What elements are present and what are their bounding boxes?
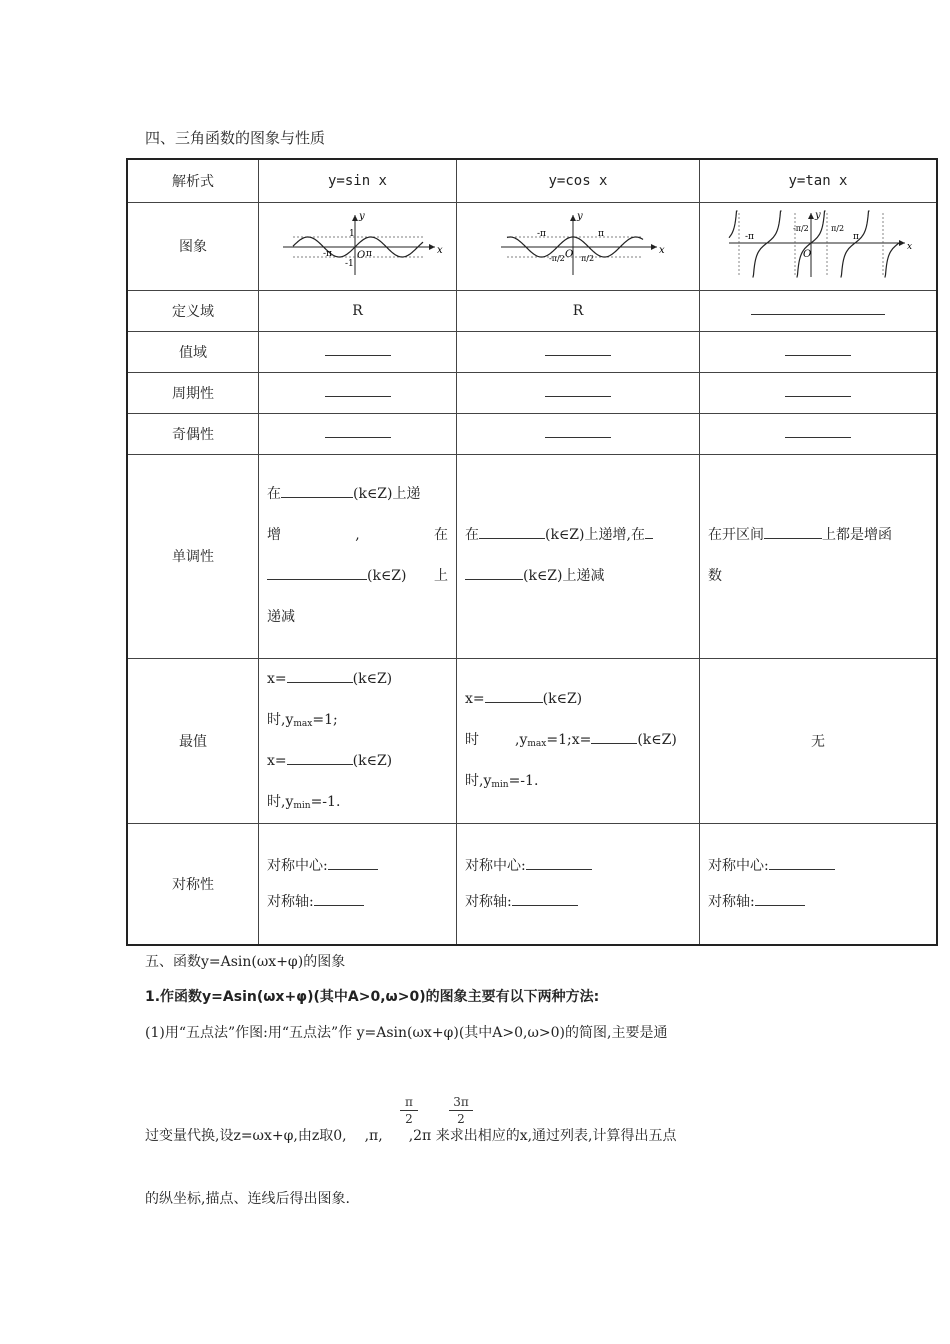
sin-y-label: y xyxy=(358,211,365,222)
cos-extreme: x= (k∈Z) 时 $,y_{max}=1;x=$ (k∈Z) 时$,y_{min}=-1$. xyxy=(457,658,700,823)
graph-label: 图象 xyxy=(127,202,259,290)
table-row xyxy=(127,372,937,413)
sin-symmetry: 对称中心: 对称轴: xyxy=(259,823,457,945)
sin-decrease-blank[interactable] xyxy=(267,567,367,580)
sin-origin-label: O xyxy=(356,250,365,261)
header-tan: y=tan x xyxy=(700,159,938,202)
tan-half-pi-label: π/2 xyxy=(831,224,845,233)
tan-parity-blank[interactable] xyxy=(785,425,851,438)
cos-pi-label: π xyxy=(598,229,604,239)
header-label: 解析式 xyxy=(127,159,259,202)
cos-parity-blank[interactable] xyxy=(545,425,611,438)
domain-label: 定义域 xyxy=(127,290,259,331)
tan-range-blank[interactable] xyxy=(785,343,851,356)
tan-increase-blank[interactable] xyxy=(764,526,822,539)
sin-parity-blank[interactable] xyxy=(325,425,391,438)
tan-y-label: y xyxy=(815,210,821,221)
cos-neg-half-pi-label: -π/2 xyxy=(549,254,565,263)
cos-center-blank[interactable] xyxy=(526,857,592,870)
tan-graph xyxy=(723,209,913,279)
sin-monotonic: 在 (k∈Z)上递 增 , 在 (k∈Z) 上 递减 xyxy=(259,454,457,658)
tan-extreme: 无 xyxy=(700,658,938,823)
cos-half-pi-label: π/2 xyxy=(581,254,595,263)
sin-one-label: 1 xyxy=(348,229,355,239)
tan-neg-half-pi-label: -π/2 xyxy=(793,224,809,233)
tan-monotonic: 在开区间 上都是增函 数 xyxy=(700,454,938,658)
symmetry-label: 对称性 xyxy=(127,823,259,945)
tan-pi-label: π xyxy=(853,232,859,242)
sin-period-blank[interactable] xyxy=(325,384,391,397)
tan-domain-blank[interactable] xyxy=(751,302,885,315)
sin-neg-one-label: -1 xyxy=(344,259,354,269)
sin-neg-pi-label: -π xyxy=(322,249,332,259)
extreme-label: 最值 xyxy=(127,658,259,823)
cos-x-label: x xyxy=(659,245,665,256)
fraction-3pi-over-2: 3π 2 xyxy=(449,1095,473,1126)
trig-properties-table xyxy=(126,158,938,946)
cos-origin-label: O xyxy=(565,249,574,260)
table-row xyxy=(127,290,937,331)
tan-x-label: x xyxy=(907,242,913,252)
tan-origin-label: O xyxy=(803,249,812,260)
tan-symmetry: 对称中心: 对称轴: xyxy=(700,823,938,945)
cos-max-blank[interactable] xyxy=(485,690,543,703)
tan-axis-blank[interactable] xyxy=(755,893,805,906)
table-row xyxy=(127,413,937,454)
sin-extreme: x= (k∈Z) 时$,y_{max}=1$; x= (k∈Z) 时$,y_{min}=-1$. xyxy=(259,658,457,823)
sin-min-blank[interactable] xyxy=(287,752,353,765)
tan-center-blank[interactable] xyxy=(769,857,835,870)
table-row xyxy=(127,159,937,202)
cos-y-label: y xyxy=(577,211,583,222)
table-row xyxy=(127,658,937,823)
table-row xyxy=(127,202,937,290)
sin-max-blank[interactable] xyxy=(287,670,353,683)
cos-domain: R xyxy=(457,290,700,331)
table-row xyxy=(127,331,937,372)
cos-graph-cell xyxy=(457,202,700,290)
monotonic-label: 单调性 xyxy=(127,454,259,658)
header-sin: y=sin x xyxy=(259,159,457,202)
cos-axis-blank[interactable] xyxy=(512,893,578,906)
sin-pi-label: π xyxy=(365,249,372,259)
cos-monotonic: 在 (k∈Z)上递增,在 (k∈Z)上递减 xyxy=(457,454,700,658)
sin-domain: R xyxy=(259,290,457,331)
cos-graph xyxy=(493,209,663,279)
cos-period-blank[interactable] xyxy=(545,384,611,397)
parity-label: 奇偶性 xyxy=(127,413,259,454)
range-label: 值域 xyxy=(127,331,259,372)
paragraph-3: 的纵坐标,描点、连线后得出图象. xyxy=(145,1191,350,1207)
cos-increase-blank[interactable] xyxy=(479,526,545,539)
sin-increase-blank[interactable] xyxy=(281,485,353,498)
method-title: 1.作函数y=Asin(ωx+φ)(其中A>0,ω>0)的图象主要有以下两种方法: xyxy=(145,989,600,1005)
section-5-title: 五、函数y=Asin(ωx+φ)的图象 xyxy=(145,954,346,970)
sin-axis-blank[interactable] xyxy=(314,893,364,906)
sin-center-blank[interactable] xyxy=(328,857,378,870)
cos-symmetry: 对称中心: 对称轴: xyxy=(457,823,700,945)
sin-x-label: x xyxy=(436,245,443,256)
sin-graph xyxy=(273,209,443,279)
header-cos: y=cos x xyxy=(457,159,700,202)
section-4-title: 四、三角函数的图象与性质 xyxy=(145,129,326,147)
period-label: 周期性 xyxy=(127,372,259,413)
cos-decrease-blank[interactable] xyxy=(465,567,523,580)
tan-graph-cell xyxy=(700,202,938,290)
table-row xyxy=(127,823,937,945)
fraction-pi-over-2: π 2 xyxy=(400,1095,418,1126)
cos-neg-pi-label: -π xyxy=(537,229,546,239)
sin-graph-cell xyxy=(259,202,457,290)
cos-min-blank[interactable] xyxy=(591,731,637,744)
table-row xyxy=(127,454,937,658)
paragraph-2: 过变量代换,设z=ωx+φ,由z取0, ,π, ,2π 来求出相应的x,通过列表,计算得出五点 xyxy=(145,1128,677,1144)
tan-neg-pi-label: -π xyxy=(745,232,754,242)
tan-period-blank[interactable] xyxy=(785,384,851,397)
paragraph-1: (1)用“五点法”作图:用“五点法”作 y=Asin(ωx+φ)(其中A>0,ω>0)的简图,主要是通 xyxy=(145,1025,668,1041)
sin-range-blank[interactable] xyxy=(325,343,391,356)
cos-range-blank[interactable] xyxy=(545,343,611,356)
